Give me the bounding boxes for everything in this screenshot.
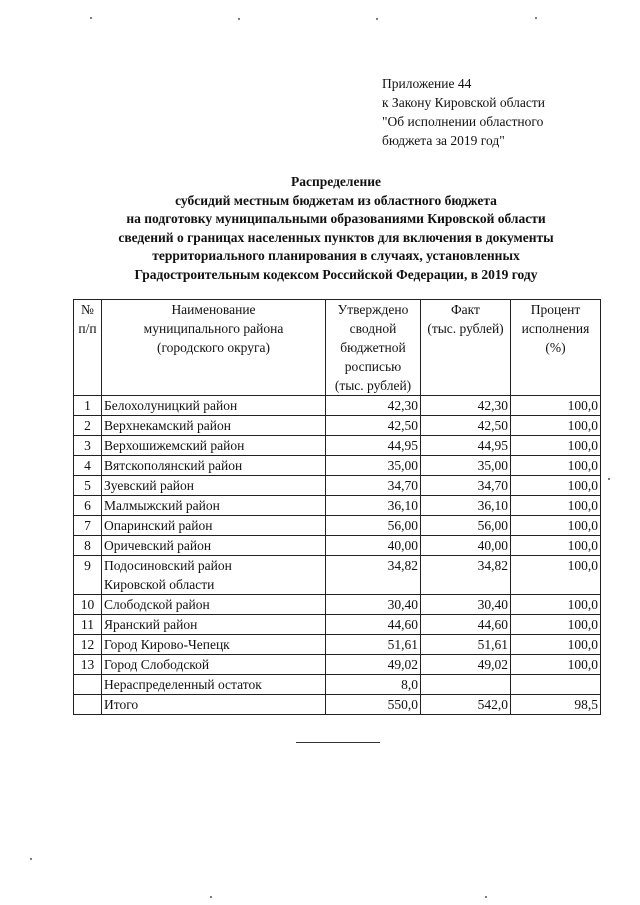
appendix-line: бюджета за 2019 год" <box>382 133 505 148</box>
appendix-line: Приложение 44 <box>382 76 472 91</box>
header-num <box>74 300 102 396</box>
header-text: Утверждено <box>337 302 409 317</box>
district-name <box>102 496 326 516</box>
percent-execution: 100,0 <box>511 456 601 476</box>
row-number: 9 <box>74 556 102 595</box>
percent-execution: 100,0 <box>511 516 601 536</box>
district-name-line: Подосиновский район <box>104 558 232 573</box>
row-number: 2 <box>74 416 102 436</box>
district-name-line: Белохолуницкий район <box>104 398 238 413</box>
header-text: росписью <box>344 359 402 374</box>
approved-amount: 30,40 <box>326 595 421 615</box>
fact-amount: 51,61 <box>421 635 511 655</box>
fact-amount <box>421 675 511 695</box>
fact-amount: 44,95 <box>421 436 511 456</box>
fact-amount: 40,00 <box>421 536 511 556</box>
table-row <box>74 516 601 536</box>
row-number: 5 <box>74 476 102 496</box>
district-name <box>102 536 326 556</box>
header-approved <box>326 300 421 396</box>
scan-speck <box>210 896 212 898</box>
table-row <box>74 615 601 635</box>
table-row <box>74 536 601 556</box>
header-text: Процент <box>530 302 581 317</box>
percent-execution <box>511 675 601 695</box>
table-row <box>74 655 601 675</box>
district-name-line: Верхнекамский район <box>104 418 231 433</box>
district-name <box>102 396 326 416</box>
header-text: (городского округа) <box>156 340 271 355</box>
scan-speck <box>535 17 537 19</box>
header-text: (тыс. рублей) <box>334 378 412 393</box>
row-number: 12 <box>74 635 102 655</box>
title-line: сведений о границах населенных пунктов для включения в документы <box>118 229 554 245</box>
approved-amount: 35,00 <box>326 456 421 476</box>
percent-execution: 100,0 <box>511 436 601 456</box>
percent-execution: 100,0 <box>511 536 601 556</box>
table-body <box>74 396 601 715</box>
fact-amount: 34,70 <box>421 476 511 496</box>
scan-speck <box>485 896 487 898</box>
district-name-line: Яранский район <box>104 617 198 632</box>
appendix-line: к Закону Кировской области <box>382 95 546 110</box>
row-number: 8 <box>74 536 102 556</box>
approved-amount: 8,0 <box>326 675 421 695</box>
district-name <box>102 416 326 436</box>
appendix-note <box>382 74 622 150</box>
approved-amount: 49,02 <box>326 655 421 675</box>
percent-execution: 100,0 <box>511 396 601 416</box>
row-number: 3 <box>74 436 102 456</box>
appendix-line: "Об исполнении областного <box>382 114 544 129</box>
table-row <box>74 396 601 416</box>
title-line: субсидий местным бюджетам из областного бюджета <box>175 192 497 208</box>
approved-amount: 40,00 <box>326 536 421 556</box>
approved-amount: 44,60 <box>326 615 421 635</box>
percent-execution: 100,0 <box>511 595 601 615</box>
header-text: п/п <box>78 321 97 336</box>
district-name <box>102 516 326 536</box>
fact-amount: 542,0 <box>421 695 511 715</box>
district-name <box>102 695 326 715</box>
header-name <box>102 300 326 396</box>
approved-amount: 34,82 <box>326 556 421 595</box>
scan-speck <box>238 18 240 20</box>
title-line: территориального планирования в случаях, установленных <box>152 248 520 263</box>
table-row <box>74 556 601 595</box>
table-row <box>74 675 601 695</box>
subsidy-table <box>73 299 601 715</box>
row-number: 1 <box>74 396 102 416</box>
row-number: 10 <box>74 595 102 615</box>
percent-execution: 100,0 <box>511 496 601 516</box>
closing-rule <box>296 742 380 743</box>
header-text: Наименование <box>171 302 256 317</box>
scan-speck <box>30 858 32 860</box>
district-name <box>102 615 326 635</box>
district-name-line: Кировской области <box>104 577 215 592</box>
district-name-line: Вятскополянский район <box>104 458 243 473</box>
header-text: (тыс. рублей) <box>427 321 504 336</box>
table-row <box>74 436 601 456</box>
scan-speck <box>90 17 92 19</box>
district-name <box>102 436 326 456</box>
district-name-line: Нераспределенный остаток <box>104 677 262 692</box>
document-title <box>60 173 612 284</box>
table-row <box>74 695 601 715</box>
table-row <box>74 496 601 516</box>
approved-amount: 34,70 <box>326 476 421 496</box>
district-name-line: Город Кирово-Чепецк <box>104 637 230 652</box>
fact-amount: 56,00 <box>421 516 511 536</box>
percent-execution: 100,0 <box>511 635 601 655</box>
percent-execution: 100,0 <box>511 476 601 496</box>
approved-amount: 44,95 <box>326 436 421 456</box>
district-name-line: Зуевский район <box>104 478 194 493</box>
header-text: бюджетной <box>340 340 406 355</box>
approved-amount: 42,50 <box>326 416 421 436</box>
header-text: муниципального района <box>143 321 284 336</box>
approved-amount: 51,61 <box>326 635 421 655</box>
approved-amount: 36,10 <box>326 496 421 516</box>
percent-execution: 100,0 <box>511 655 601 675</box>
percent-execution: 98,5 <box>511 695 601 715</box>
table-row <box>74 595 601 615</box>
district-name <box>102 655 326 675</box>
percent-execution: 100,0 <box>511 416 601 436</box>
fact-amount: 35,00 <box>421 456 511 476</box>
district-name-line: Итого <box>104 697 139 712</box>
district-name <box>102 635 326 655</box>
approved-amount: 56,00 <box>326 516 421 536</box>
table-row <box>74 456 601 476</box>
title-line: на подготовку муниципальными образованиями Кировской области <box>126 211 546 226</box>
percent-execution: 100,0 <box>511 556 601 595</box>
fact-amount: 42,30 <box>421 396 511 416</box>
district-name <box>102 456 326 476</box>
district-name-line: Оричевский район <box>104 538 212 553</box>
district-name <box>102 556 326 595</box>
district-name-line: Опаринский район <box>104 518 213 533</box>
header-text: № <box>81 302 94 317</box>
row-number: 4 <box>74 456 102 476</box>
district-name-line: Слободской район <box>104 597 210 612</box>
row-number <box>74 675 102 695</box>
table-row <box>74 635 601 655</box>
title-line: Градостроительным кодексом Российской Федерации, в 2019 году <box>134 266 538 282</box>
table-row <box>74 416 601 436</box>
percent-execution: 100,0 <box>511 615 601 635</box>
row-number: 11 <box>74 615 102 635</box>
fact-amount: 49,02 <box>421 655 511 675</box>
fact-amount: 30,40 <box>421 595 511 615</box>
row-number <box>74 695 102 715</box>
fact-amount: 34,82 <box>421 556 511 595</box>
title-line: Распределение <box>290 174 382 189</box>
approved-amount: 550,0 <box>326 695 421 715</box>
table-header <box>74 300 601 396</box>
header-fact <box>421 300 511 396</box>
header-text: Факт <box>451 302 480 317</box>
district-name <box>102 476 326 496</box>
approved-amount: 42,30 <box>326 396 421 416</box>
fact-amount: 36,10 <box>421 496 511 516</box>
district-name-line: Город Слободской <box>104 657 210 672</box>
scan-speck <box>376 18 378 20</box>
row-number: 13 <box>74 655 102 675</box>
district-name <box>102 675 326 695</box>
scan-speck <box>608 478 610 480</box>
district-name <box>102 595 326 615</box>
fact-amount: 44,60 <box>421 615 511 635</box>
row-number: 7 <box>74 516 102 536</box>
header-text: сводной <box>349 321 397 336</box>
table-row <box>74 476 601 496</box>
header-percent <box>511 300 601 396</box>
header-text: (%) <box>545 340 566 355</box>
district-name-line: Малмыжский район <box>104 498 220 513</box>
fact-amount: 42,50 <box>421 416 511 436</box>
district-name-line: Верхошижемский район <box>104 438 245 453</box>
header-text: исполнения <box>521 321 590 336</box>
row-number: 6 <box>74 496 102 516</box>
